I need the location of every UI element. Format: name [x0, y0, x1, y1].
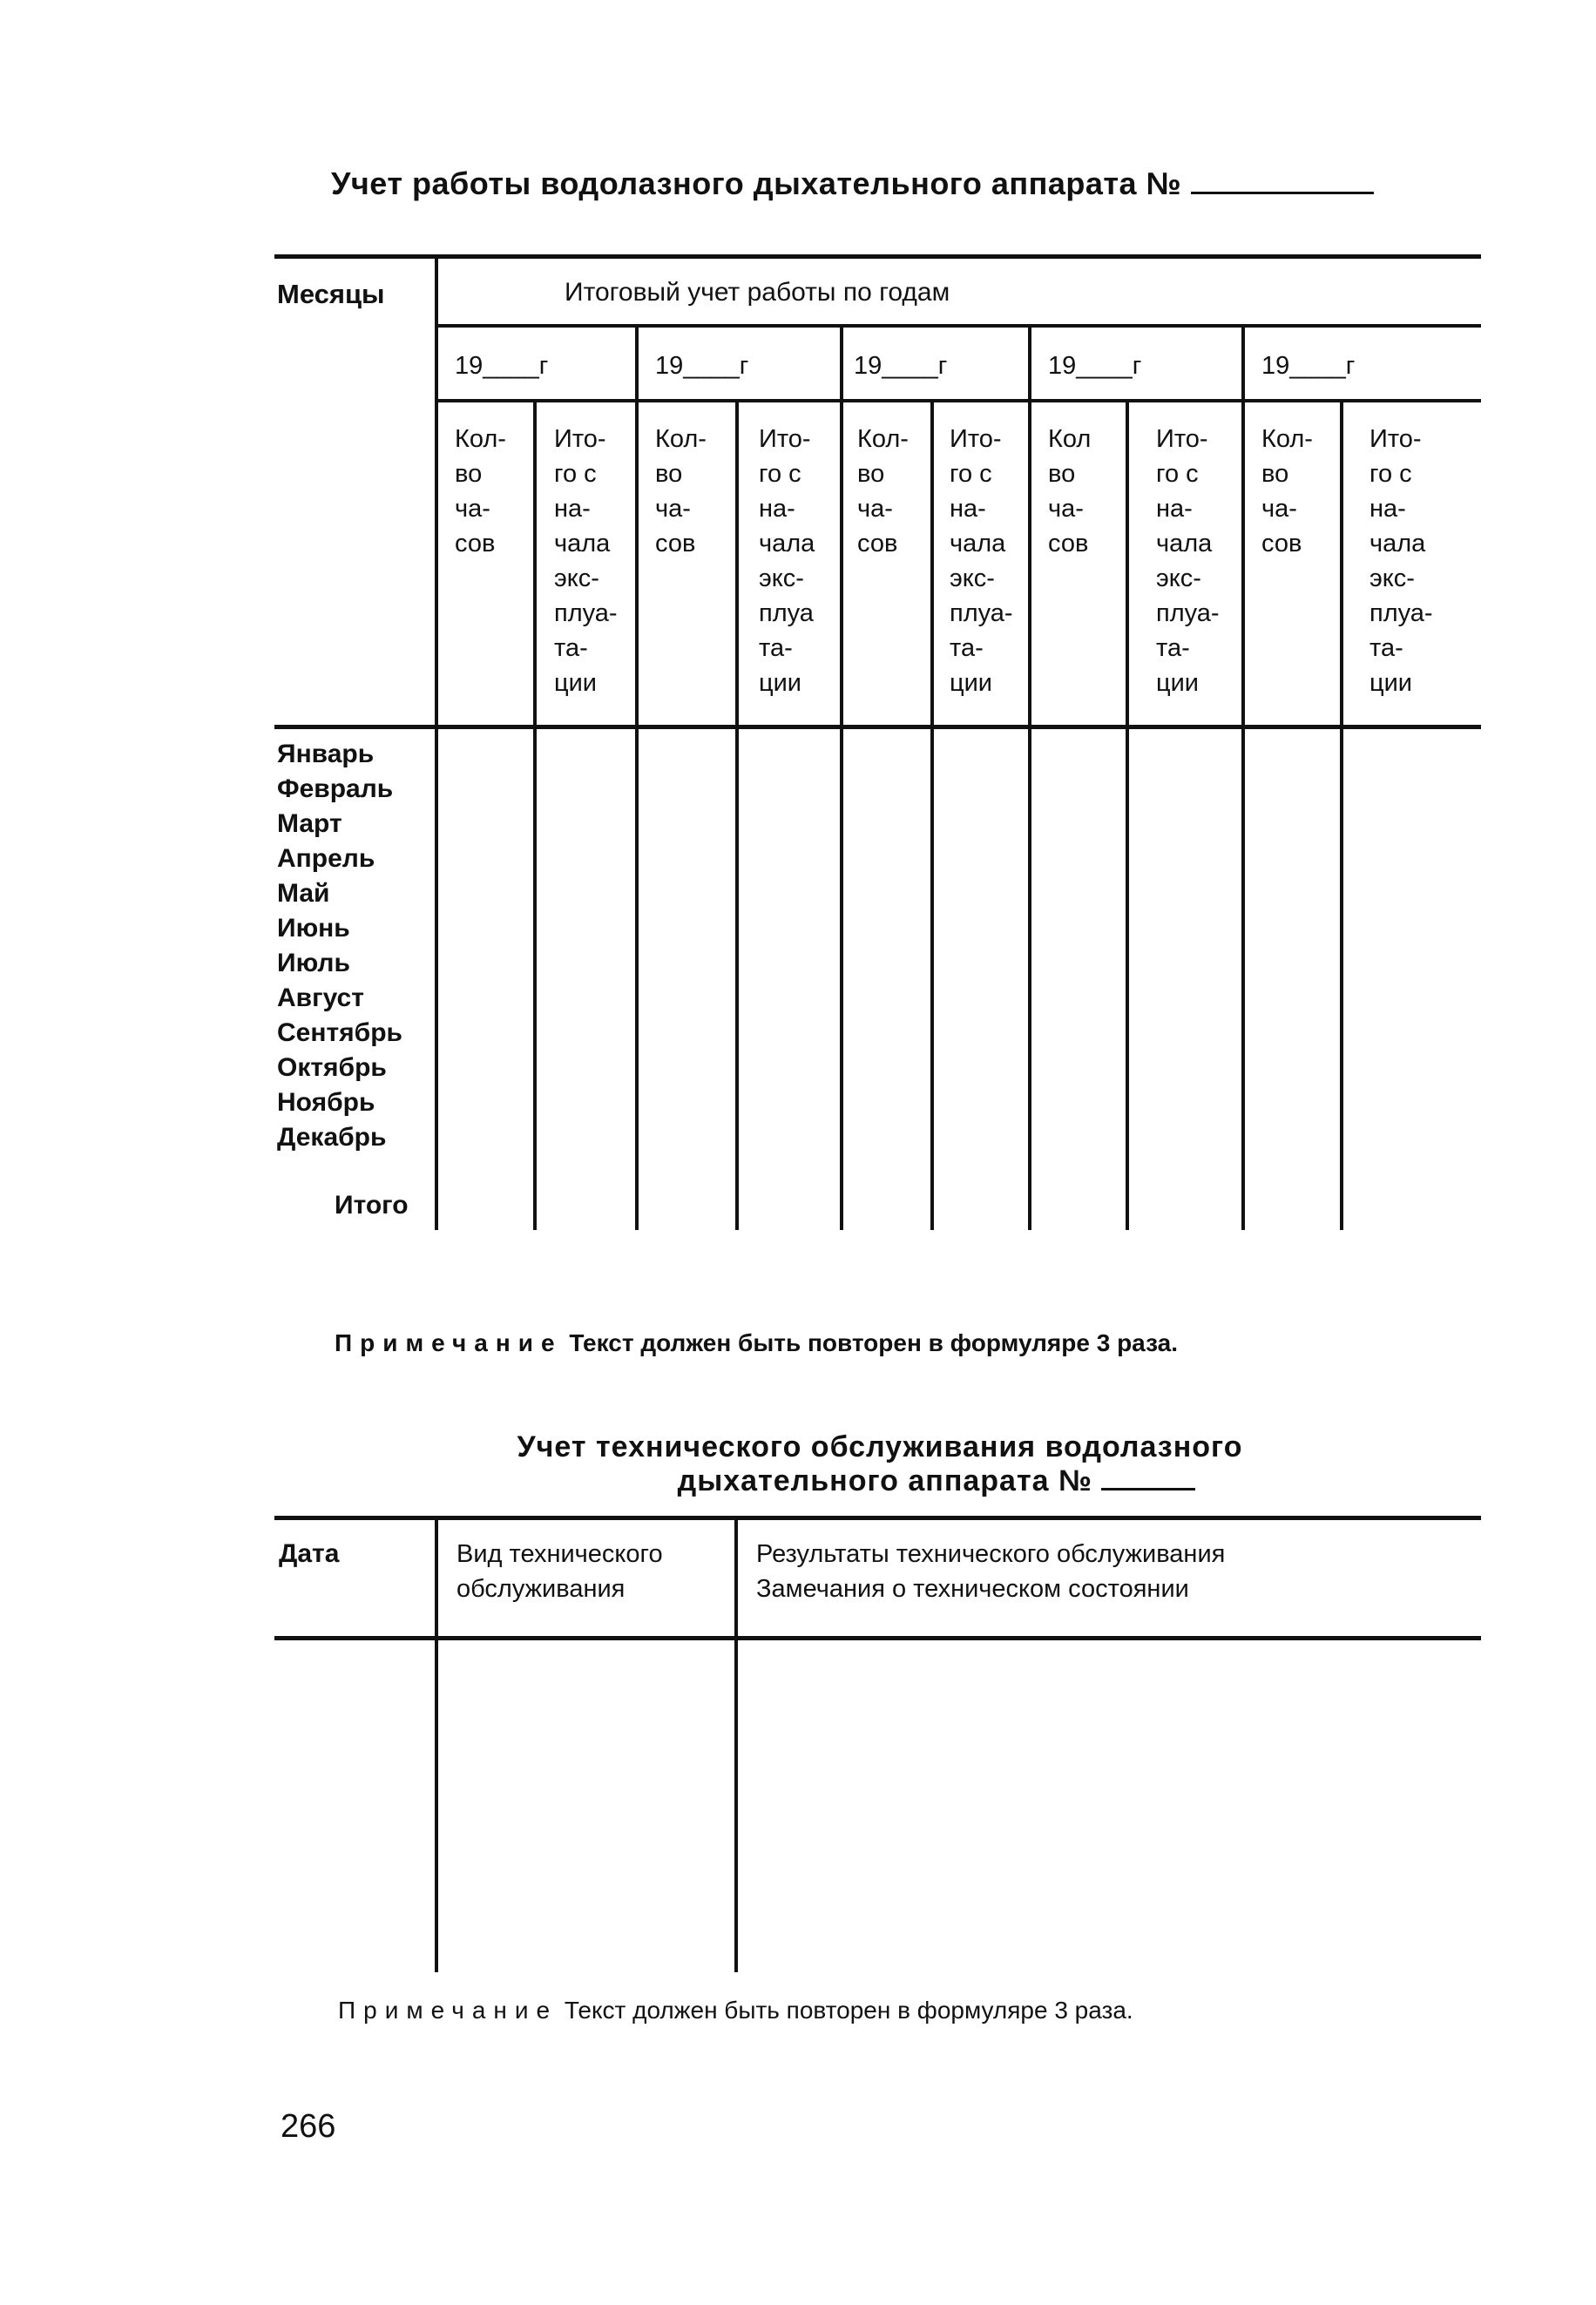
table1-header-rule: [274, 725, 1481, 729]
col-hours-header: Кол- во ча- сов: [1261, 425, 1313, 558]
apparatus-number-blank-2[interactable]: [1101, 1488, 1195, 1490]
year-label[interactable]: 19____г: [1261, 352, 1356, 380]
note-label: Примечание: [335, 1329, 563, 1356]
col-hours-header: Кол- во ча- сов: [857, 425, 909, 558]
col-total-header: Ито- го с на- чала экс- плуа- та- ции: [554, 425, 618, 697]
month-label: Март: [277, 809, 342, 838]
table1-vline: [1340, 402, 1343, 1230]
note-2: [338, 1997, 1133, 2024]
table1-title: Учет работы водолазного дыхательного аппарата №: [331, 166, 1374, 202]
month-label: Октябрь: [277, 1053, 387, 1082]
apparatus-number-blank[interactable]: [1191, 192, 1374, 194]
month-label: Май: [277, 879, 330, 908]
table1-vline-months: [435, 258, 438, 1230]
col-hours-header: Кол во ча- сов: [1048, 425, 1092, 558]
note-text: Текст должен быть повторен в формуляре 3 раза.: [569, 1329, 1178, 1356]
months-list: [277, 737, 402, 1155]
year-label[interactable]: 19____г: [455, 352, 549, 380]
summary-header: Итоговый учет работы по годам: [565, 278, 950, 307]
month-label: Февраль: [277, 774, 394, 803]
table1-vline: [635, 328, 639, 1230]
table2-title-line2: дыхательного аппарата №: [677, 1464, 1092, 1497]
note-label: Примечание: [338, 1997, 558, 2024]
table2-vline: [435, 1519, 438, 1972]
table2-vline: [734, 1519, 738, 1972]
year-label[interactable]: 19____г: [854, 352, 948, 380]
note-text: Текст должен быть повторен в формуляре 3 раза.: [564, 1997, 1133, 2024]
table2-header-rule: [274, 1636, 1481, 1640]
year-label[interactable]: 19____г: [655, 352, 749, 380]
month-label: Сентябрь: [277, 1018, 402, 1047]
table2-title-line1: Учет технического обслуживания водолазного: [517, 1430, 1243, 1463]
table1-vline: [533, 402, 537, 1230]
table1-vline: [840, 328, 843, 1230]
table1-vline: [1126, 402, 1129, 1230]
table1-vline: [735, 402, 739, 1230]
month-label: Январь: [277, 740, 375, 768]
year-label[interactable]: 19____г: [1048, 352, 1142, 380]
col-date-header: Дата: [279, 1539, 340, 1568]
table1-top-rule: [274, 254, 1481, 259]
month-label: Июнь: [277, 914, 350, 943]
col-total-header: Ито- го с на- чала экс- плуа- та- ции: [1369, 425, 1433, 697]
col-hours-header: Кол- во ча- сов: [655, 425, 707, 558]
col-total-header: Ито- го с на- чала экс- плуа- та- ции: [950, 425, 1013, 697]
month-label: Апрель: [277, 844, 375, 873]
table1-vline: [930, 402, 934, 1230]
month-label: Ноябрь: [277, 1088, 375, 1117]
month-label: Декабрь: [277, 1123, 387, 1152]
table1-rule-summary: [436, 324, 1481, 328]
table2-title-line2-row: [488, 1464, 1272, 1498]
month-label: Июль: [277, 949, 350, 977]
col-total-header: Ито- го с на- чала экс- плуа та- ции: [759, 425, 815, 697]
total-row-label: Итого: [335, 1191, 409, 1220]
table2-title: [488, 1430, 1272, 1498]
table1-vline: [1028, 328, 1031, 1230]
col-results-header: Результаты технического обслуживания Замечания о техническом состоянии: [756, 1540, 1226, 1603]
table2-top-rule: [274, 1516, 1481, 1520]
table1-vline: [1241, 328, 1245, 1230]
table1-rule-years: [436, 399, 1481, 402]
note-1: [335, 1329, 1178, 1357]
months-header: Месяцы: [277, 279, 385, 309]
col-type-header: Вид технического обслуживания: [456, 1540, 663, 1603]
month-label: Август: [277, 984, 364, 1012]
col-hours-header: Кол- во ча- сов: [455, 425, 506, 558]
page-number: 266: [281, 2108, 336, 2145]
col-total-header: Ито- го с на- чала экс- плуа- та- ции: [1156, 425, 1220, 697]
